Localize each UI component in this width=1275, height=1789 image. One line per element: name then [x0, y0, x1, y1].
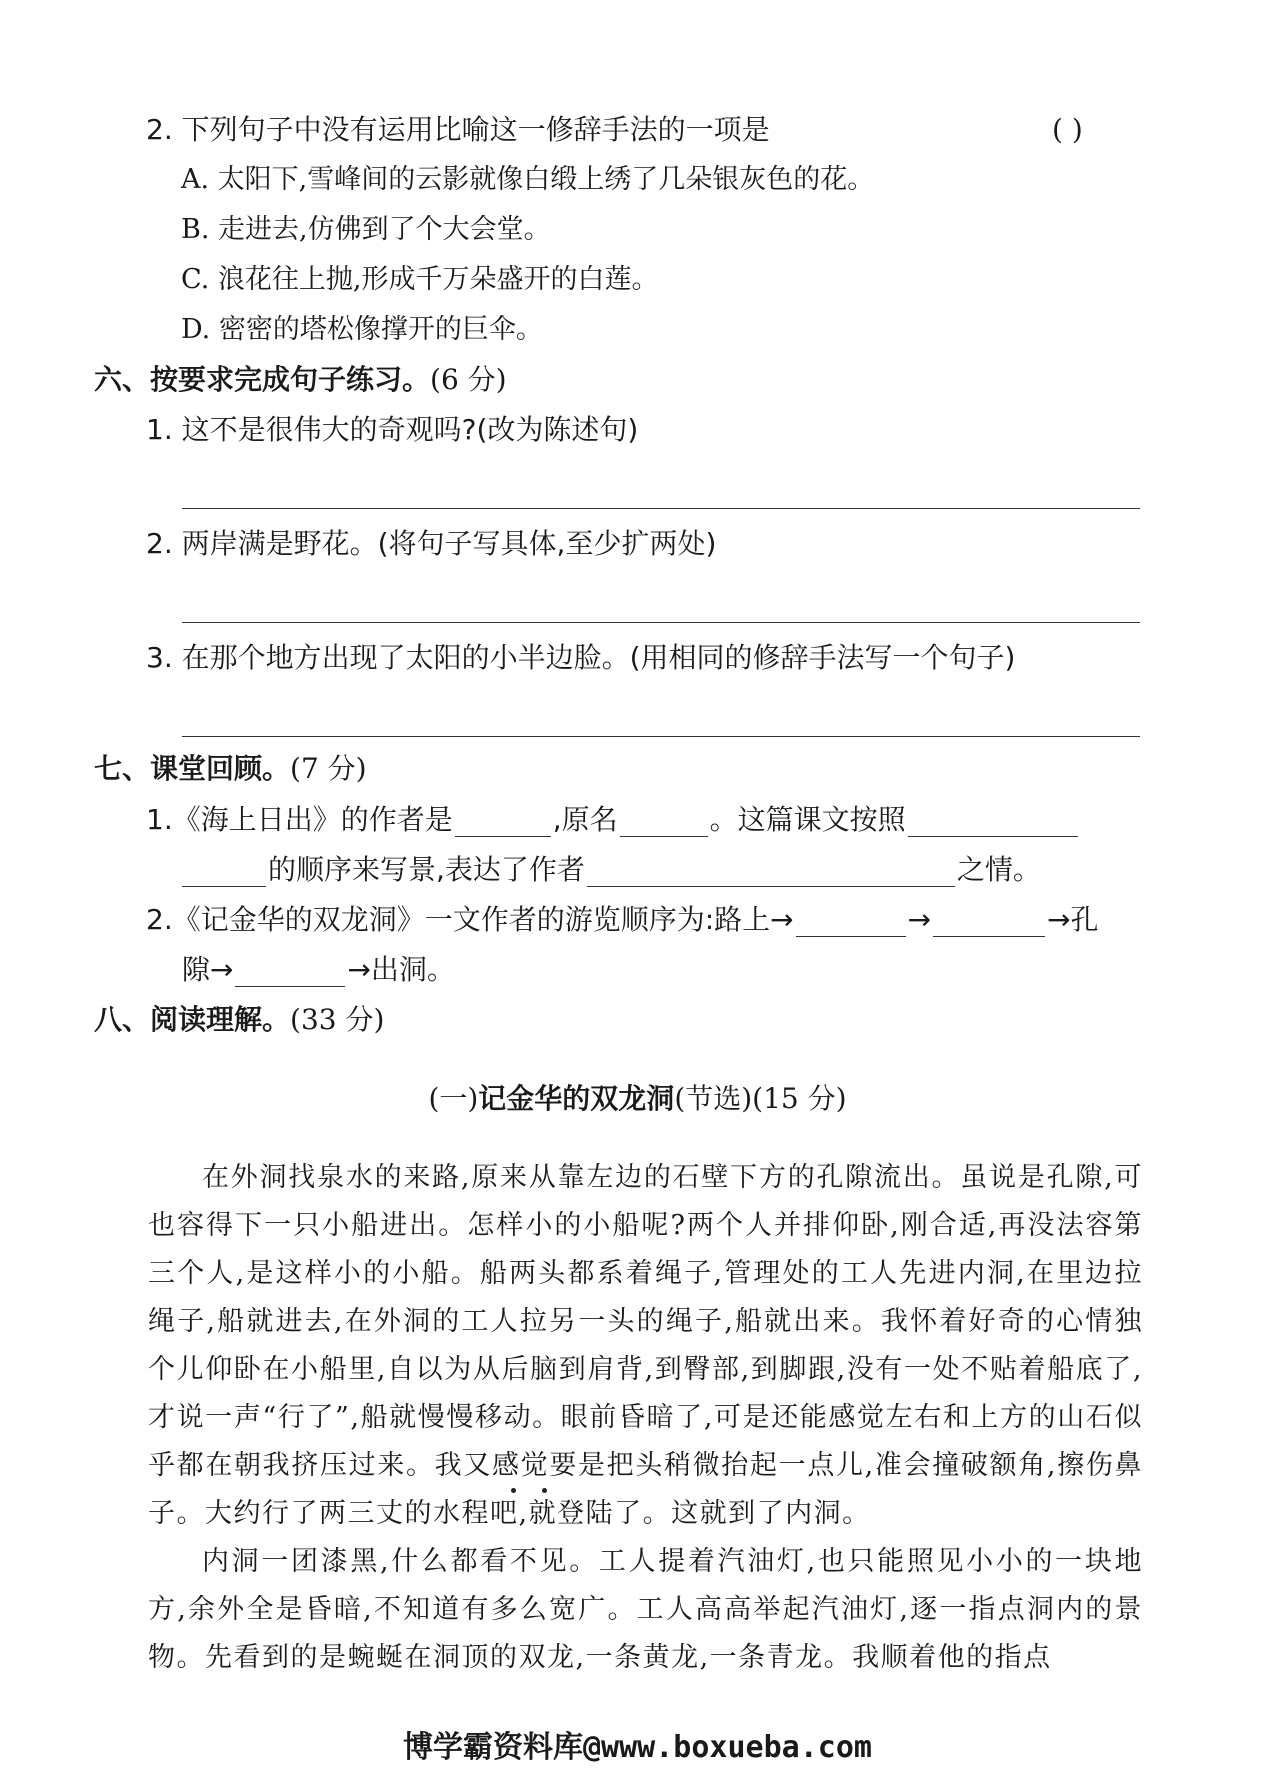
- section-6-item-2: 2. 两岸满是野花。(将句子写具体,至少扩两处): [146, 527, 717, 560]
- q1-text-b: ,原名: [552, 803, 618, 836]
- q5-2-option-d: D. 密密的塔松像撑开的巨伞。: [181, 314, 543, 345]
- passage-paragraph-1: 在外洞找泉水的来路,原来从靠左边的石壁下方的孔隙流出。虽说是孔隙,可也容得下一只小船进出。怎样小的小船呢?两个人并排仰卧,刚合适,再没法容第三个人,是这样小的小船。船两头都系着绳子,管理处的工人先进内洞,在里边拉绳子,船就进去,在外洞的工人拉另一头的绳子,船就出来。我怀着好奇的心情独个儿仰卧在小船里,自以为从后脑到肩背,到臀部,到脚跟,没有一处不贴着船底了,才说一声“行了”,船就慢慢移动。眼前昏暗了,可是还能感觉左右和上方的山石似乎都在朝我挤压过来。我又感觉要是把头稍微抬起一点儿,准会撞破额角,擦伤鼻子。大约行了两三丈的水程吧,就登陆了。这就到了内洞。: [148, 1162, 1143, 1529]
- q1-text-e: 之情。: [956, 853, 1041, 886]
- q2-text-c: →孔: [1047, 903, 1099, 936]
- blank-author[interactable]: [455, 810, 551, 837]
- section-7-q2-line1: [146, 903, 1099, 937]
- section-8-heading: [94, 1003, 384, 1037]
- blank-order-1[interactable]: [908, 810, 1078, 837]
- footer-watermark: 博学霸资料库@www.boxueba.com: [403, 1730, 872, 1765]
- blank-route-2[interactable]: [933, 910, 1045, 937]
- emphasis-dot: [542, 1488, 547, 1493]
- q1-text-d: 的顺序来写景,表达了作者: [268, 853, 585, 886]
- q5-2-option-b: B. 走进去,仿佛到了个大会堂。: [181, 214, 551, 245]
- reading-title: [0, 1082, 1275, 1116]
- blank-route-3[interactable]: [235, 960, 345, 987]
- passage-paragraph-2: 内洞一团漆黑,什么都看不见。工人提着汽油灯,也只能照见小小的一块地方,余外全是昏暗,不知道有多么宽广。工人高高举起汽油灯,逐一指点洞内的景物。先看到的是蜿蜒在洞顶的双龙,一条黄龙,一条青龙。我顺着他的指点: [148, 1546, 1143, 1673]
- section-7-q1-line1: [146, 803, 1080, 837]
- section-6-score: (6 分): [430, 363, 507, 396]
- q2-text-d: 隙→: [182, 953, 234, 986]
- section-7-score: (7 分): [290, 752, 367, 785]
- reading-title-prefix: (一): [428, 1082, 479, 1115]
- section-7-q2-line2: [182, 953, 455, 987]
- section-7-title: 七、课堂回顾。: [94, 752, 291, 785]
- q5-2-option-a: A. 太阳下,雪峰间的云影就像白缎上绣了几朵银灰色的花。: [181, 164, 875, 195]
- emphasis-dot: [511, 1488, 516, 1493]
- reading-title-main: 记金华的双龙洞: [478, 1082, 675, 1115]
- section-7-heading: [94, 752, 367, 786]
- blank-feeling[interactable]: [587, 860, 955, 887]
- section-7-q1-line2: [182, 853, 1041, 887]
- section-6-title: 六、按要求完成句子练习。: [94, 363, 431, 396]
- blank-route-1[interactable]: [796, 910, 906, 937]
- answer-line-3[interactable]: [182, 736, 1140, 737]
- answer-line-1[interactable]: [182, 508, 1140, 509]
- q2-text-b: →: [907, 903, 932, 936]
- section-6-item-3: 3. 在那个地方出现了太阳的小半边脸。(用相同的修辞手法写一个句子): [146, 641, 1016, 674]
- answer-line-2[interactable]: [182, 622, 1140, 623]
- q2-text-e: →出洞。: [347, 953, 455, 986]
- section-8-title: 八、阅读理解。: [94, 1003, 291, 1036]
- q2-text-a: 2.《记金华的双龙洞》一文作者的游览顺序为:路上→: [146, 903, 794, 936]
- blank-order-2[interactable]: [182, 860, 266, 887]
- reading-passage: [148, 1154, 1143, 1682]
- q5-2-answer-paren: ( ): [1052, 113, 1083, 146]
- q1-text-c: 。这篇课文按照: [709, 803, 906, 836]
- blank-original-name[interactable]: [620, 810, 708, 837]
- section-6-item-1: 1. 这不是很伟大的奇观吗?(改为陈述句): [146, 413, 639, 446]
- q1-text-a: 1.《海上日出》的作者是: [146, 803, 453, 836]
- section-6-heading: [94, 363, 507, 397]
- q5-2-stem: 2. 下列句子中没有运用比喻这一修辞手法的一项是: [146, 113, 770, 146]
- section-8-score: (33 分): [290, 1003, 385, 1036]
- reading-title-suffix: (节选)(15 分): [674, 1082, 847, 1115]
- q5-2-option-c: C. 浪花往上抛,形成千万朵盛开的白莲。: [181, 264, 659, 295]
